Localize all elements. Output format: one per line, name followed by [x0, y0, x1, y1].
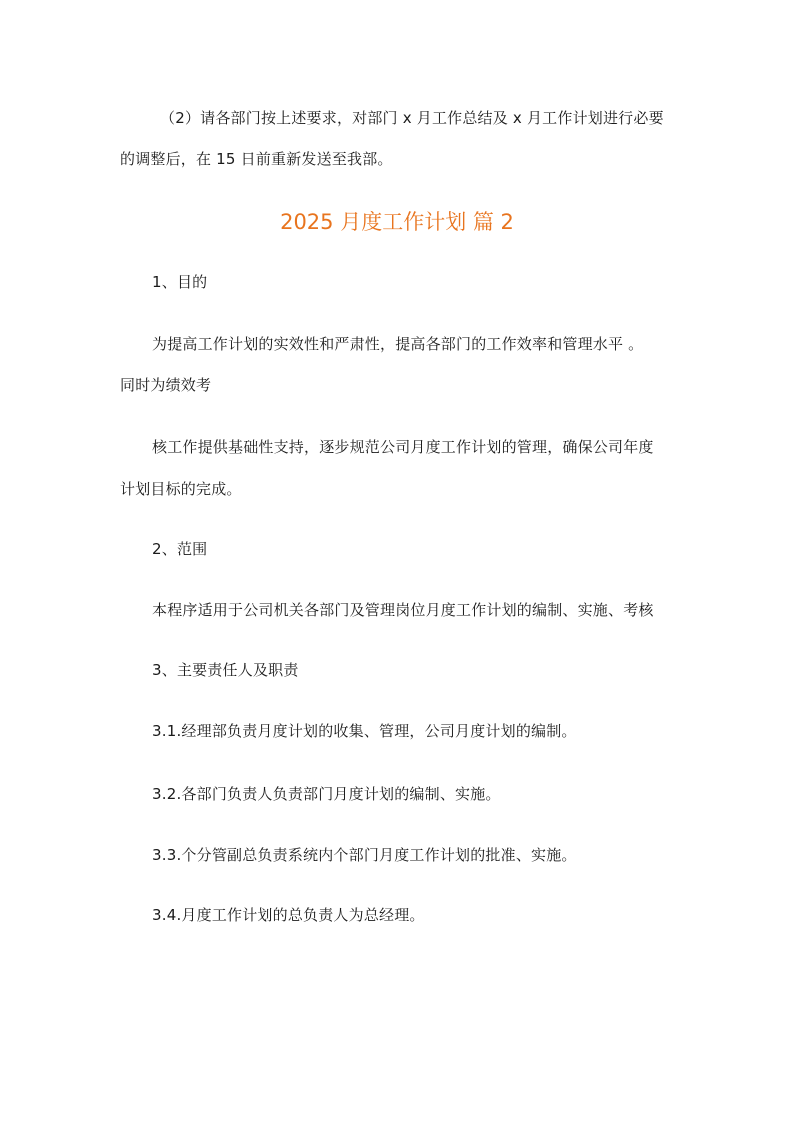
purpose-line-1: 为提高工作计划的实效性和严肃性，提高各部门的工作效率和管理水平 。 — [152, 335, 644, 353]
scope-text: 本程序适用于公司机关各部门及管理岗位月度工作计划的编制、实施、考核 — [152, 601, 654, 619]
duty-item: 3.1.经理部负责月度计划的收集、管理，公司月度计划的编制。 — [152, 722, 577, 740]
heading-duties: 3、主要责任人及职责 — [152, 661, 299, 679]
purpose-line-3: 核工作提供基础性支持，逐步规范公司月度工作计划的管理，确保公司年度 — [152, 438, 654, 456]
paragraph-top-line-2: 的调整后，在 15 日前重新发送至我部。 — [120, 150, 393, 168]
purpose-line-2: 同时为绩效考 — [120, 376, 212, 394]
section-title: 2025 月度工作计划 篇 2 — [280, 210, 514, 234]
duty-item: 3.4.月度工作计划的总负责人为总经理。 — [152, 906, 425, 924]
heading-scope: 2、范围 — [152, 540, 208, 558]
duty-item: 3.3.个分管副总负责系统内个部门月度工作计划的批准、实施。 — [152, 846, 577, 864]
paragraph-top-line-1: （2）请各部门按上述要求，对部门 x 月工作总结及 x 月工作计划进行必要 — [160, 109, 664, 127]
heading-purpose: 1、目的 — [152, 273, 208, 291]
duty-item: 3.2.各部门负责人负责部门月度计划的编制、实施。 — [152, 785, 501, 803]
purpose-line-4: 计划目标的完成。 — [120, 480, 242, 498]
